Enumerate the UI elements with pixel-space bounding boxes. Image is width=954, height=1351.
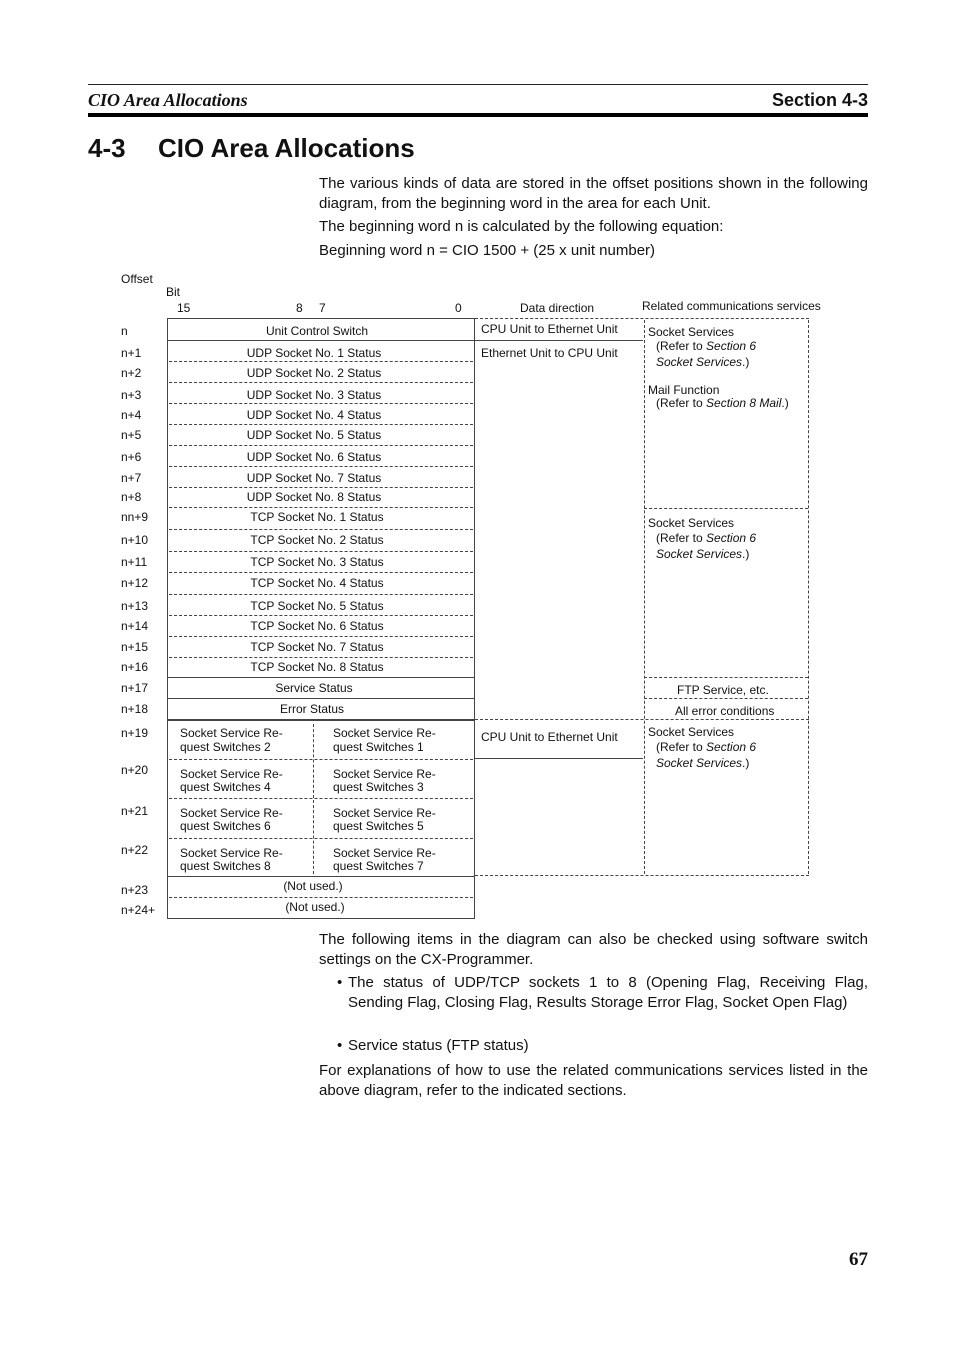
row-dash <box>169 361 473 362</box>
offset-n24: n+24+ <box>121 903 156 917</box>
service-socket-3-ref2: Socket Services.) <box>656 756 750 770</box>
offset-n15: n+15 <box>121 640 149 654</box>
row-divider <box>167 677 475 678</box>
data-direction-label: Data direction <box>520 301 595 315</box>
service-socket-1-ref: (Refer to Section 6 <box>656 339 757 353</box>
row-tcp-7: TCP Socket No. 7 Status <box>250 640 384 654</box>
switch-2-line1: Socket Service Re- <box>180 726 283 740</box>
row-tcp-5: TCP Socket No. 5 Status <box>250 599 384 613</box>
row-udp-3: UDP Socket No. 3 Status <box>246 388 382 402</box>
offset-n20: n+20 <box>121 763 149 777</box>
row-dash <box>169 424 473 425</box>
row-udp-5: UDP Socket No. 5 Status <box>246 428 382 442</box>
row-dash <box>169 594 473 595</box>
row-tcp-4: TCP Socket No. 4 Status <box>250 576 384 590</box>
row-udp-1: UDP Socket No. 1 Status <box>246 346 382 360</box>
switch-1-line1: Socket Service Re- <box>333 726 436 740</box>
switch-3-line1: Socket Service Re- <box>333 767 436 781</box>
after-paragraph-2: For explanations of how to use the related communications services listed in the above diagram, refer to the indicated sections. <box>319 1062 868 1099</box>
offset-n13: n+13 <box>121 599 149 613</box>
section-number: 4-3 <box>88 133 126 163</box>
row-tcp-1: TCP Socket No. 1 Status <box>250 510 384 524</box>
section-title-text: CIO Area Allocations <box>158 133 415 163</box>
bit-15: 15 <box>177 301 191 315</box>
services-group-divider <box>644 698 808 699</box>
service-socket-3-ref: (Refer to Section 6 <box>656 740 757 754</box>
switch-6-line2: quest Switches 6 <box>180 819 271 833</box>
offset-n23: n+23 <box>121 883 149 897</box>
row-divider <box>167 698 475 699</box>
offset-n11: n+11 <box>121 555 148 569</box>
service-socket-2-ref: (Refer to Section 6 <box>656 531 757 545</box>
direction-cpu-to-ethernet-2: CPU Unit to Ethernet Unit <box>481 730 618 744</box>
service-mail-title: Mail Function <box>648 383 720 397</box>
offset-n9: nn+9 <box>121 510 149 524</box>
direction-cpu-to-ethernet-1: CPU Unit to Ethernet Unit <box>481 322 618 336</box>
row-dash <box>169 403 473 404</box>
bit-8: 8 <box>296 301 303 315</box>
row-dash <box>169 657 473 658</box>
switch-5-line1: Socket Service Re- <box>333 806 436 820</box>
services-border <box>644 320 645 874</box>
direction-divider <box>475 340 643 341</box>
direction-divider <box>475 758 643 759</box>
row-dash <box>169 445 473 446</box>
offset-n7: n+7 <box>121 471 142 485</box>
offset-n18: n+18 <box>121 702 149 716</box>
running-header-title: CIO Area Allocations <box>88 90 248 110</box>
row-tcp-6: TCP Socket No. 6 Status <box>250 619 384 633</box>
services-border <box>475 719 809 720</box>
service-socket-2-title: Socket Services <box>648 516 735 530</box>
offset-n6: n+6 <box>121 450 142 464</box>
row-tcp-3: TCP Socket No. 3 Status <box>250 555 384 569</box>
row-udp-6: UDP Socket No. 6 Status <box>246 450 382 464</box>
after-paragraph-1: The following items in the diagram can also be checked using software switch settings on the CX-Programmer. <box>319 931 868 968</box>
offset-n17: n+17 <box>121 681 149 695</box>
service-errors: All error conditions <box>675 704 775 718</box>
switch-8-line2: quest Switches 8 <box>180 859 271 873</box>
intro-paragraph-1: The various kinds of data are stored in the offset positions shown in the following diagram, from the beginning word in the area for each Unit. <box>319 175 868 212</box>
service-socket-1-ref2: Socket Services.) <box>656 355 750 369</box>
services-border <box>475 875 809 876</box>
intro-paragraph-3: Beginning word n = CIO 1500 + (25 x unit number) <box>319 242 656 259</box>
bit-label: Bit <box>166 285 181 299</box>
service-socket-2-ref2: Socket Services.) <box>656 547 750 561</box>
offset-n4: n+4 <box>121 408 142 422</box>
bit-0: 0 <box>455 301 462 315</box>
row-dash <box>169 838 473 839</box>
running-header-section: Section 4-3 <box>771 90 868 110</box>
switch-7-line2: quest Switches 7 <box>333 859 424 873</box>
switch-1-line2: quest Switches 1 <box>333 740 424 754</box>
row-tcp-8: TCP Socket No. 8 Status <box>250 660 384 674</box>
bullet-item-1: • The status of UDP/TCP sockets 1 to 8 (Opening Flag, Receiving Flag, Sending Flag, Closing Flag, Results Storage Error Flag, Socket Open Flag) <box>337 974 868 1011</box>
row-dash <box>169 636 473 637</box>
offset-n19: n+19 <box>121 726 149 740</box>
related-services-label: Related communications services <box>642 299 821 313</box>
page-number: 67 <box>849 1249 868 1270</box>
switch-3-line2: quest Switches 3 <box>333 780 424 794</box>
byte-divider <box>313 724 314 874</box>
row-service-status: Service Status <box>275 681 353 695</box>
section-title <box>88 133 415 164</box>
offset-n5: n+5 <box>121 428 142 442</box>
row-dash <box>169 798 473 799</box>
row-not-used-24: (Not used.) <box>285 900 345 914</box>
row-dash <box>169 466 473 467</box>
switch-8-line1: Socket Service Re- <box>180 846 283 860</box>
switch-5-line2: quest Switches 5 <box>333 819 424 833</box>
header-rule-bottom <box>88 113 868 117</box>
row-dash <box>169 507 473 508</box>
service-socket-3-title: Socket Services <box>648 725 735 739</box>
row-unit-control-switch: Unit Control Switch <box>265 324 369 338</box>
header-rule-top <box>88 84 868 85</box>
row-divider <box>167 340 475 341</box>
switch-2-line2: quest Switches 2 <box>180 740 271 754</box>
row-dash <box>169 572 473 573</box>
intro-paragraph-2: The beginning word n is calculated by the following equation: <box>319 218 724 235</box>
services-group-divider <box>644 677 808 678</box>
row-dash <box>169 615 473 616</box>
offset-n16: n+16 <box>121 660 149 674</box>
row-divider <box>167 876 475 877</box>
switch-7-line1: Socket Service Re- <box>333 846 436 860</box>
switch-4-line2: quest Switches 4 <box>180 780 271 794</box>
service-ftp: FTP Service, etc. <box>677 683 769 697</box>
services-border <box>475 318 809 319</box>
row-dash <box>169 529 473 530</box>
row-tcp-2: TCP Socket No. 2 Status <box>250 533 384 547</box>
switch-6-line1: Socket Service Re- <box>180 806 283 820</box>
row-dash <box>169 759 473 760</box>
row-dash <box>169 382 473 383</box>
offset-n2: n+2 <box>121 366 142 380</box>
row-udp-2: UDP Socket No. 2 Status <box>246 366 382 380</box>
offset-n22: n+22 <box>121 843 149 857</box>
row-dash <box>169 897 473 898</box>
row-udp-4: UDP Socket No. 4 Status <box>246 408 382 422</box>
row-error-status: Error Status <box>279 702 345 716</box>
offset-n14: n+14 <box>121 619 149 633</box>
bit-7: 7 <box>319 301 326 315</box>
services-group-divider <box>644 508 808 509</box>
row-dash <box>169 551 473 552</box>
bullet-item-2: • Service status (FTP status) <box>337 1037 529 1054</box>
offset-n12: n+12 <box>121 576 149 590</box>
row-udp-7: UDP Socket No. 7 Status <box>246 471 382 485</box>
services-border <box>808 320 809 874</box>
offset-label: Offset <box>121 272 153 286</box>
row-not-used-23: (Not used.) <box>283 879 343 893</box>
offset-n10: n+10 <box>121 533 149 547</box>
offset-n3: n+3 <box>121 388 142 402</box>
offset-n21: n+21 <box>121 804 149 818</box>
row-udp-8: UDP Socket No. 8 Status <box>246 490 382 504</box>
service-socket-1-title: Socket Services <box>648 325 735 339</box>
offset-n1: n+1 <box>121 346 142 360</box>
switch-4-line1: Socket Service Re- <box>180 767 283 781</box>
offset-n8: n+8 <box>121 490 142 504</box>
offset-n: n <box>121 324 128 338</box>
row-dash <box>169 487 473 488</box>
direction-ethernet-to-cpu: Ethernet Unit to CPU Unit <box>481 346 618 360</box>
service-mail-ref: (Refer to Section 8 Mail.) <box>656 396 789 410</box>
